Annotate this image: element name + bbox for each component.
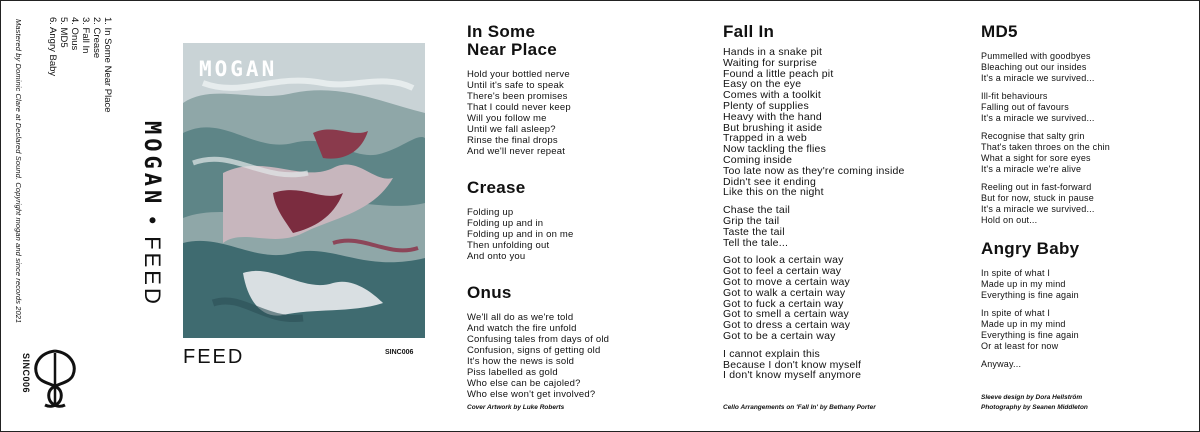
track-item: 2. Crease (91, 17, 102, 59)
track-item: 5. MD5 (58, 17, 69, 48)
stanza (981, 308, 1191, 352)
mastering-credit: Mastered by Dominic Clare at Declared Sound. Copyright mogan and since records 2021 (14, 19, 23, 324)
stanza (981, 182, 1191, 226)
lyric-line: Falling out of favours (981, 102, 1069, 112)
lyric-line: Everything is fine again (981, 290, 1079, 300)
stanza (981, 51, 1191, 84)
lyric-line: Comes with a toolkit (723, 89, 821, 102)
lyrics-crease (467, 207, 697, 262)
lyric-line: Pummelled with goodbyes (981, 51, 1091, 61)
track-item: 4. Onus (69, 17, 80, 51)
cover-artist-logo: MOGAN (199, 57, 278, 81)
lyric-line: Got to feel a certain way (723, 265, 842, 278)
lyric-line: It's a miracle we're alive (981, 164, 1082, 174)
stanza (981, 359, 1191, 370)
lyric-line: We'll all do as we're told (467, 312, 574, 323)
lyric-line: Didn't see it ending (723, 175, 816, 188)
lyric-line: Ill-fit behaviours (981, 91, 1048, 101)
lyric-line: Got to fuck a certain way (723, 297, 844, 310)
lyric-line: Reeling out in fast-forward (981, 182, 1092, 192)
spine-album: FEED (140, 236, 165, 307)
cello-credit: Cello Arrangements on 'Fall In' by Bethany Porter (723, 404, 876, 411)
lyric-line: Folding up and in on me (467, 229, 574, 240)
lyric-line: Coming inside (723, 153, 793, 166)
stanza (723, 255, 963, 341)
lyric-line: Bleaching out our insides (981, 62, 1087, 72)
lyric-line: Then unfolding out (467, 240, 550, 251)
lyric-line: Got to dress a certain way (723, 319, 851, 332)
song-title-in-some-near-place (467, 23, 697, 59)
lyric-line: There's been promises (467, 91, 568, 102)
lyric-line: Rinse the final drops (467, 135, 558, 146)
lyric-line: Until it's safe to speak (467, 80, 564, 91)
lyric-line: Too late now as they're coming inside (723, 164, 905, 177)
lyric-line: Got to be a certain way (723, 329, 836, 342)
photography-credit: Photography by Seanen Middleton (981, 404, 1088, 411)
title-line: In Some (467, 22, 536, 41)
lyric-line: In spite of what I (981, 268, 1051, 278)
lyric-line: It's how the news is sold (467, 356, 575, 367)
lyric-line: Confusion, signs of getting old (467, 345, 601, 356)
lyric-line: Because I don't know myself (723, 358, 862, 371)
title-line: Near Place (467, 40, 557, 59)
lyric-line: Got to move a certain way (723, 275, 850, 288)
spine-separator: • (140, 216, 165, 228)
lyric-line: I cannot explain this (723, 347, 821, 360)
lyric-line: Like this on the night (723, 186, 824, 199)
lyric-line: Got to walk a certain way (723, 286, 846, 299)
stanza (981, 91, 1191, 124)
lyric-line: Piss labelled as gold (467, 367, 558, 378)
lyric-line: Hold on out... (981, 215, 1038, 225)
track-item: 3. Fall In (80, 17, 91, 54)
lyrics-onus (467, 312, 697, 400)
lyric-line: Got to look a certain way (723, 254, 844, 267)
stanza (981, 268, 1191, 301)
lyric-line: Recognise that salty grin (981, 131, 1085, 141)
lyric-line: Confusing tales from days of old (467, 334, 610, 345)
lyric-line: Got to smell a certain way (723, 308, 849, 321)
stanza (723, 349, 963, 381)
cover-album-title: FEED (183, 346, 245, 368)
lyric-line: Until we fall asleep? (467, 124, 556, 135)
lyric-line: That I could never keep (467, 102, 571, 113)
lyrics-angry-baby (981, 268, 1191, 370)
lyric-line: Or at least for now (981, 341, 1059, 351)
stanza (723, 47, 963, 198)
sleeve-design-credit: Sleeve design by Dora Hellström (981, 394, 1083, 401)
lyric-line: In spite of what I (981, 308, 1051, 318)
lyrics-md5 (981, 51, 1191, 226)
lyric-line: And we'll never repeat (467, 146, 566, 157)
lyric-line: But for now, stuck in pause (981, 193, 1094, 203)
song-title-onus: Onus (467, 283, 512, 302)
lyric-line: That's taken throes on the chin (981, 142, 1110, 152)
track-item: 1. In Some Near Place (102, 17, 113, 113)
lyrics-column-2 (723, 23, 963, 388)
lyric-line: Hands in a snake pit (723, 46, 823, 58)
lyric-line: Everything is fine again (981, 330, 1079, 340)
lyric-line: Folding up and in (467, 218, 544, 229)
lyric-line: Easy on the eye (723, 78, 802, 91)
lyrics-column-3 (981, 23, 1191, 392)
cover-artwork-credit: Cover Artwork by Luke Roberts (467, 404, 565, 411)
lyric-line: Will you follow me (467, 113, 547, 124)
lyric-line: I don't know myself anymore (723, 369, 862, 382)
stanza (981, 131, 1191, 175)
lyric-line: Folding up (467, 207, 514, 218)
lyric-line: Found a little peach pit (723, 67, 834, 80)
lyric-line: Made up in my mind (981, 319, 1066, 329)
lyric-line: Taste the tail (723, 225, 785, 238)
lyrics-fall-in (723, 47, 963, 381)
lyric-line: Made up in my mind (981, 279, 1066, 289)
label-logo-icon (29, 347, 81, 413)
spine-artist-logo: MOGAN (139, 121, 164, 208)
song-title-fall-in: Fall In (723, 22, 775, 41)
lyric-line: But brushing it aside (723, 121, 823, 134)
lyric-line: What a sight for sore eyes (981, 153, 1091, 163)
song-title-crease: Crease (467, 178, 526, 197)
stanza (723, 205, 963, 248)
lyric-line: Who else won't get involved? (467, 389, 596, 400)
lyric-line: Anyway... (981, 359, 1022, 369)
lyric-line: Now tackling the flies (723, 143, 827, 156)
spine-title (139, 121, 165, 307)
spine-catalog-number: SINC006 (21, 353, 31, 394)
lyric-line: And watch the fire unfold (467, 323, 577, 334)
lyric-line: Hold your bottled nerve (467, 69, 570, 80)
song-title-angry-baby: Angry Baby (981, 239, 1080, 258)
lyrics-in-some-near-place (467, 69, 697, 157)
lyric-line: Tell the tale... (723, 236, 789, 249)
track-item: 6. Angry Baby (47, 17, 58, 77)
lyrics-column-1 (467, 23, 697, 422)
lyric-line: It's a miracle we survived... (981, 204, 1095, 214)
lyric-line: And onto you (467, 251, 526, 262)
song-title-md5: MD5 (981, 22, 1018, 41)
cover-catalog-number: SINC006 (385, 349, 414, 356)
tracklist (47, 17, 113, 113)
cover-artwork (183, 43, 425, 338)
lyric-line: Who else can be cajoled? (467, 378, 581, 389)
lyric-line: Grip the tail (723, 214, 780, 227)
lyric-line: Plenty of supplies (723, 99, 809, 112)
lyric-line: Trapped in a web (723, 132, 807, 145)
lyric-line: It's a miracle we survived... (981, 73, 1095, 83)
lyric-line: Waiting for surprise (723, 56, 818, 69)
lyric-line: Chase the tail (723, 204, 791, 217)
lyric-line: It's a miracle we survived... (981, 113, 1095, 123)
lyric-line: Heavy with the hand (723, 110, 822, 123)
